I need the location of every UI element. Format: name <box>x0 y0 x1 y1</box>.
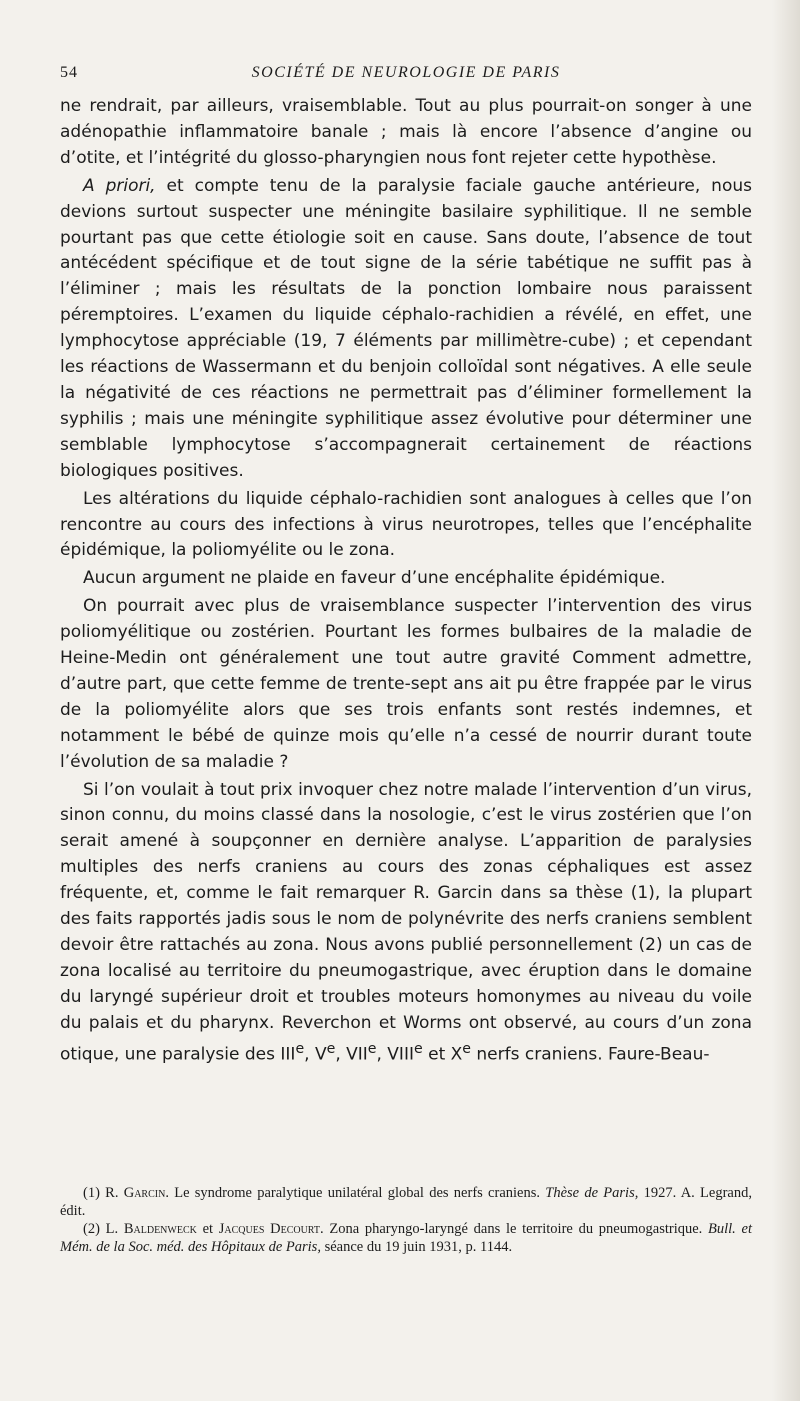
ordinal-superscript: e <box>326 1040 336 1057</box>
footnote-2-author-2: Jacques Decourt. <box>218 1221 324 1237</box>
paragraph-1 <box>60 94 752 172</box>
paragraph-4-text: Aucun argument ne plaide en faveur d’une encéphalite épidémique. <box>83 568 666 589</box>
paragraph-3 <box>60 487 752 565</box>
footnote-2-conjunction: et <box>196 1221 219 1237</box>
page-number: 54 <box>60 64 78 81</box>
journal-title: SOCIÉTÉ DE NEUROLOGIE DE PARIS <box>251 64 561 81</box>
paragraph-2 <box>60 174 752 485</box>
footnote-2 <box>60 1220 752 1256</box>
ordinal-superscript: e <box>295 1040 305 1057</box>
body-text <box>60 94 752 1068</box>
running-header <box>60 60 752 86</box>
footnote-2-italic: Bull. et Mém. de la Soc. méd. des Hôpitaux de Paris, <box>60 1221 752 1255</box>
footnote-1-italic: Thèse de Paris, <box>545 1185 639 1201</box>
paragraph-6-tail: , VII <box>335 1044 368 1065</box>
paragraph-2-text: et compte tenu de la paralysie faciale gauche antérieure, nous devions surtout suspecter une méningite basilaire syphilitique. Il ne semble pourtant pas que cette étiologie soit en cause. Sans doute, l’absence de tout antécédent spécifique et de tout signe de la série tabétique ne suffit pas à l’éliminer ; mais les résultats de la ponction lombaire nous paraissent péremptoires. L’examen du liquide céphalo-rachidien a révélé, en effet, une lymphocytose appréciable (19, 7 éléments par millimètre-cube) ; et cependant les réactions de Wassermann et du benjoin colloïdal sont négatives. A elle seule la négativité de ces réactions ne permettrait pas d’éliminer formellement la syphilis ; mais une méningite syphilitique assez évolutive pour déterminer une semblable lymphocytose s’accompagnerait certainement de réactions biologiques positives. <box>60 175 752 481</box>
paragraph-6-text: Si l’on voulait à tout prix invoquer chez notre malade l’intervention d’un virus, sinon connu, du moins classé dans la nosologie, c’est le virus zostérien que l’on serait amené à soupçonner en dernière analyse. L’apparition de paralysies multiples des nerfs craniens au cours des zonas céphaliques est assez fréquente, et, comme le fait remarquer R. Garcin dans sa thèse (1), la plupart des faits rapportés jadis sous le nom de polynévrite des nerfs craniens semblent devoir être rattachés au zona. Nous avons publié personnellement (2) un cas de zona localisé au territoire du pneumogastrique, avec éruption dans le domaine du laryngé supérieur droit et troubles moteurs homonymes au niveau du voile du palais et du pharynx. Reverchon et Worms ont observé, au cours d’un zona otique, une paralysie des III <box>60 779 752 1065</box>
ordinal-superscript: e <box>367 1040 377 1057</box>
scan-page-edge-shadow <box>772 0 800 1401</box>
footnote-1-author: R. Garcin. <box>105 1185 169 1201</box>
paragraph-6-tail: nerfs craniens. Faure-Beau- <box>471 1044 710 1065</box>
footnote-1 <box>60 1184 752 1220</box>
book-page <box>60 60 752 1068</box>
paragraph-6-tail: et X <box>422 1044 463 1065</box>
footnotes <box>60 1184 752 1256</box>
paragraph-5-text: On pourrait avec plus de vraisemblance suspecter l’intervention des virus poliomyélitique ou zostérien. Pourtant les formes bulbaires de la maladie de Heine-Medin ont généralement une tout autre gravité Comment admettre, d’autre part, que cette femme de trente-sept ans ait pu être frappée par le virus de la poliomyélite alors que ses trois enfants sont restés indemnes, et notamment le bébé de quinze mois qu’elle n’a cessé de nourrir durant toute l’évolution de sa maladie ? <box>60 596 752 772</box>
paragraph-5 <box>60 594 752 775</box>
paragraph-3-text: Les altérations du liquide céphalo-rachidien sont analogues à celles que l’on rencontre au cours des infections à virus neurotropes, telles que l’encéphalite épidémique, la poliomyélite ou le zona. <box>60 488 752 561</box>
ordinal-superscript: e <box>462 1040 471 1057</box>
paragraph-1-text: ne rendrait, par ailleurs, vraisemblable. Tout au plus pourrait-on songer à une adénopathie inflammatoire banale ; mais là encore l’absence d’angine ou d’otite, et l’intégrité du glosso-pharyngien nous font rejeter cette hypothèse. <box>60 96 752 168</box>
paragraph-6 <box>60 778 752 1069</box>
footnote-1-number: (1) <box>83 1185 106 1201</box>
ordinal-superscript: e <box>413 1040 423 1057</box>
footnote-2-author: L. Baldenweck <box>105 1221 197 1237</box>
footnote-1-text: Le syndrome paralytique unilatéral global des nerfs craniens. <box>168 1185 546 1201</box>
paragraph-2-lead-italic: A priori, <box>83 175 156 196</box>
footnote-2-number: (2) <box>83 1221 106 1237</box>
paragraph-4 <box>60 566 752 592</box>
footnote-1-rest: 1927. A. Legrand, édit. <box>60 1185 752 1219</box>
paragraph-6-tail: , VIII <box>376 1044 414 1065</box>
footnote-2-rest: séance du 19 juin 1931, p. 1144. <box>320 1239 513 1255</box>
footnote-2-text: Zona pharyngo-laryngé dans le territoire du pneumogastrique. <box>323 1221 709 1237</box>
paragraph-6-tail: , V <box>304 1044 327 1065</box>
